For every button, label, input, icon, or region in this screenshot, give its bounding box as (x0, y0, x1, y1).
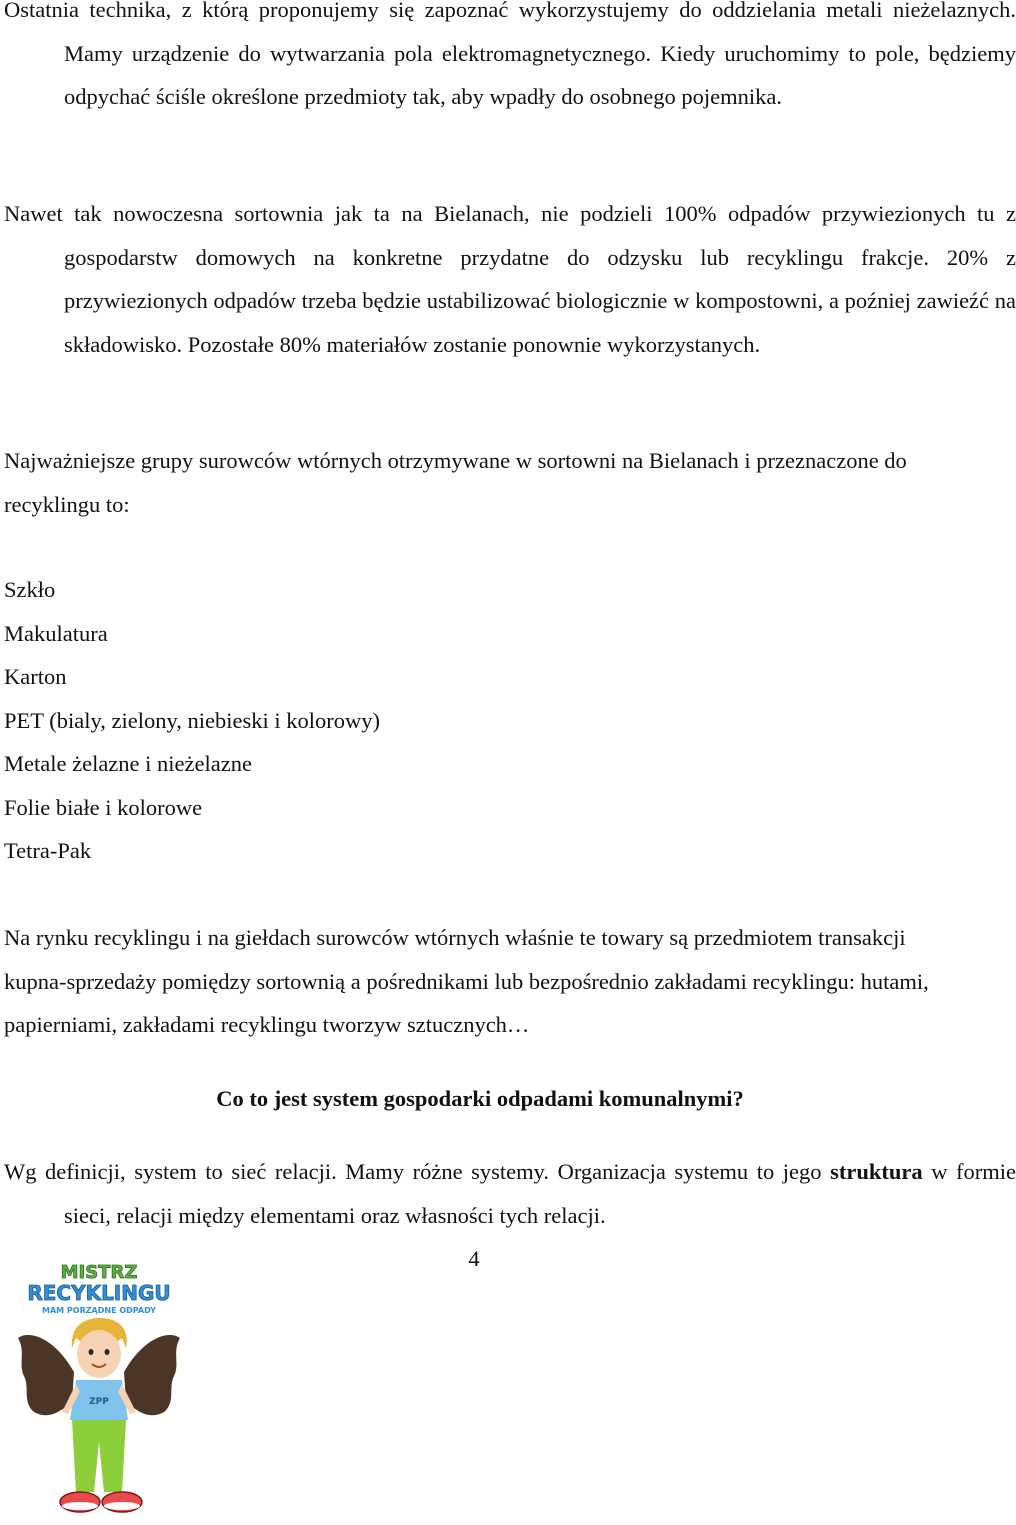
pants (72, 1420, 126, 1492)
paragraph-recycling-market: Na rynku recyklingu i na giełdach surowców wtórnych właśnie te towary są przedmiotem transakcji kupna-sprzedaży pomiędzy sortownią a pośrednikami lub bezpośrednio zakładami recyklingu: hutami, papierniami, zakładami recyklingu tworzyw sztucznych… (4, 925, 929, 1037)
list-item: Makulatura (4, 620, 108, 646)
paragraph-magnetic-separation: Ostatnia technika, z którą proponujemy się zapoznać wykorzystujemy do oddzielania metali nieżelaznych. Mamy urządzenie do wytwarzania pola elektromagnetycznego. Kiedy uruchomimy to pole, będziemy odpychać ściśle określone przedmioty tak, aby wpadły do osobnego pojemnika. (4, 0, 1016, 109)
list-item: PET (bialy, zielony, niebieski i kolorowy) (4, 707, 380, 733)
paragraph-sorting-plant: Nawet tak nowoczesna sortownia jak ta na Bielanach, nie podzieli 100% odpadów przywiezionych tu z gospodarstw domowych na konkretne przydatne do odzysku lub recyklingu frakcje. 20% z przywiezionych odpadów trzeba będzie ustabilizować biologicznie w kompostowni, a poźniej zawieźć na składowisko. Pozostałe 80% materiałów zostanie ponownie wykorzystanych. (4, 201, 1016, 357)
section-heading: Co to jest system gospodarki odpadami komunalnymi? (216, 1086, 744, 1111)
logo-title: MISTRZ (60, 1262, 138, 1283)
page-number: 4 (468, 1246, 480, 1271)
paragraph-materials-intro: Najważniejsze grupy surowców wtórnych otrzymywane w sortowni na Bielanach i przeznaczone do recyklingu to: (4, 448, 907, 517)
definition-text: Wg definicji, system to sieć relacji. Mamy różne systemy. Organizacja systemu to jego (4, 1159, 831, 1184)
list-item: Szkło (4, 577, 56, 602)
wing-right (124, 1335, 180, 1415)
face (77, 1330, 121, 1378)
list-item: Karton (4, 664, 67, 689)
list-item: Folie białe i kolorowe (4, 794, 203, 820)
definition-text-end: w formie sieci, relacji między elementami oraz własności tych relacji. (64, 1159, 1016, 1228)
materials-list (4, 568, 380, 873)
definition-keyword: struktura (830, 1159, 923, 1184)
paragraph-system-definition (4, 1150, 1016, 1237)
shirt-label: ZPP (89, 1397, 109, 1407)
wing-left (18, 1335, 74, 1415)
logo-tagline: MAM PORZĄDNE ODPADY (42, 1306, 156, 1315)
mistrz-recyklingu-logo (14, 1252, 184, 1522)
list-item: Tetra-Pak (4, 838, 92, 863)
logo-subtitle: RECYKLINGU (27, 1281, 171, 1305)
list-item: Metale żelazne i nieżelazne (4, 751, 252, 776)
